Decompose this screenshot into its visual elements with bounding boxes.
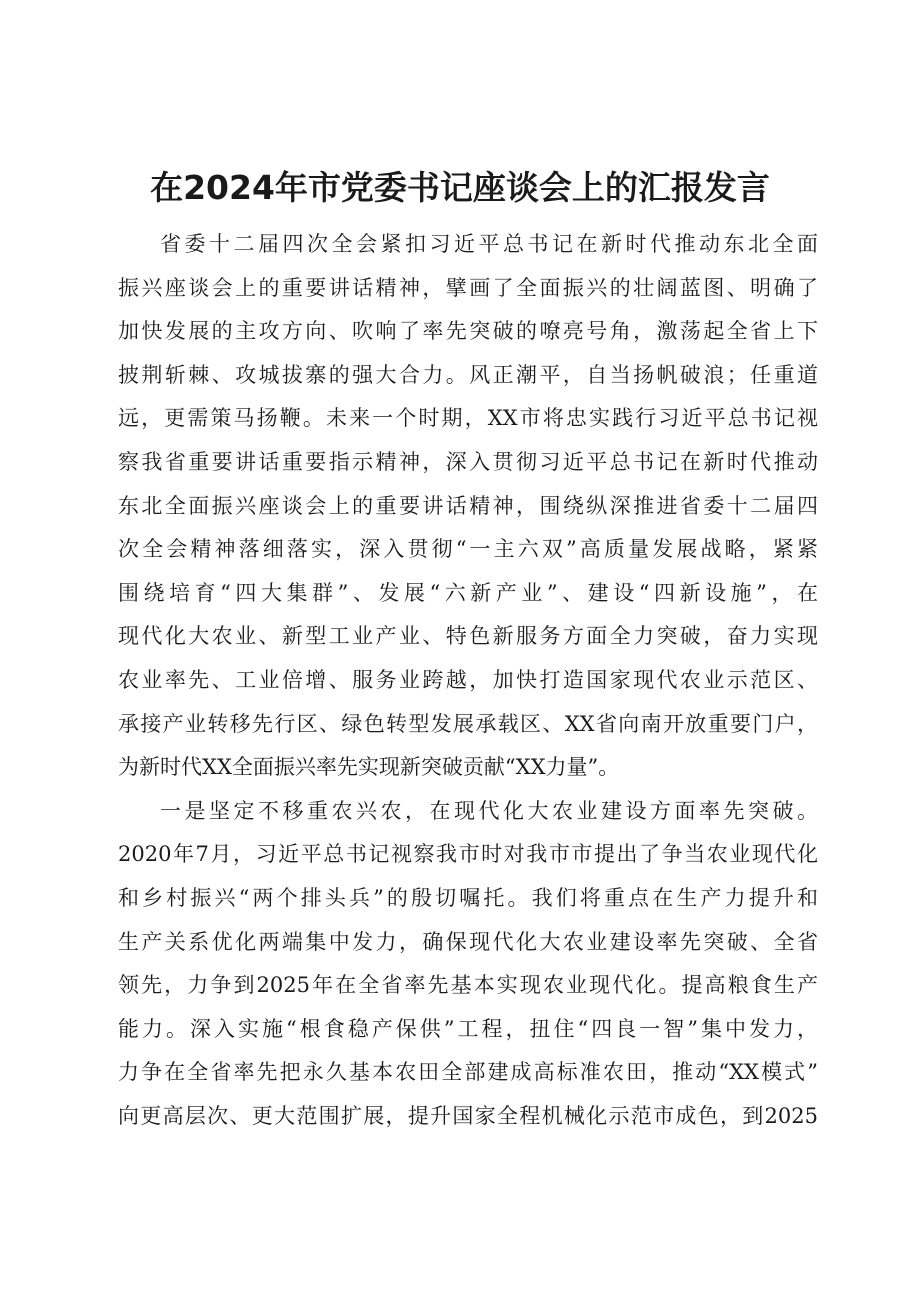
text-line: 东北全面振兴座谈会上的重要讲话精神，围绕纵深推进省委十二届四 (118, 493, 818, 518)
text-line: 为新时代XX全面振兴率先实现新突破贡献“XX力量”。 (118, 755, 620, 780)
text-line: 力争在全省率先把永久基本农田全部建成高标准农田，推动“XX模式” (118, 1060, 818, 1085)
text-line: 向更高层次、更大范围扩展，提升国家全程机械化示范市成色，到2025 (118, 1103, 818, 1128)
text-line: 现代化大农业、新型工业产业、特色新服务方面全力突破，奋力实现 (118, 624, 818, 649)
text-line: 2020年7月，习近平总书记视察我市时对我市市提出了争当农业现代化 (118, 842, 818, 867)
text-line: 领先，力争到2025年在全省率先基本实现农业现代化。提高粮食生产 (118, 973, 818, 998)
text-line: 省委十二届四次全会紧扣习近平总书记在新时代推动东北全面 (160, 232, 818, 256)
text-line: 生产关系优化两端集中发力，确保现代化大农业建设率先突破、全省 (118, 929, 818, 954)
text-line: 围绕培育“四大集群”、发展“六新产业”、建设“四新设施”，在 (118, 580, 818, 605)
text-line: 次全会精神落细落实，深入贯彻“一主六双”高质量发展战略，紧紧 (118, 537, 818, 562)
text-line: 披荆斩棘、攻城拔寨的强大合力。风正潮平，自当扬帆破浪；任重道 (118, 362, 818, 387)
paragraph (118, 790, 818, 1139)
text-line: 振兴座谈会上的重要讲话精神，擘画了全面振兴的壮阔蓝图、明确了 (118, 275, 818, 300)
text-line: 察我省重要讲话重要指示精神，深入贯彻习近平总书记在新时代推动 (118, 449, 818, 474)
text-line: 和乡村振兴“两个排头兵”的殷切嘱托。我们将重点在生产力提升和 (118, 885, 818, 910)
text-line: 远，更需策马扬鞭。未来一个时期，XX市将忠实践行习近平总书记视 (118, 406, 818, 431)
paragraph (118, 223, 818, 790)
text-line: 能力。深入实施“根食稳产保供”工程，扭住“四良一智”集中发力， (118, 1016, 818, 1041)
text-line: 承接产业转移先行区、绿色转型发展承载区、XX省向南开放重要门户， (118, 711, 818, 736)
document-body (118, 223, 818, 1138)
text-line: 加快发展的主攻方向、吹响了率先突破的嘹亮号角，激荡起全省上下 (118, 319, 818, 344)
text-line: 农业率先、工业倍增、服务业跨越，加快打造国家现代农业示范区、 (118, 667, 818, 692)
text-line: 一是坚定不移重农兴农，在现代化大农业建设方面率先突破。 (160, 798, 818, 823)
document-title: 在2024年市党委书记座谈会上的汇报发言 (150, 168, 770, 207)
